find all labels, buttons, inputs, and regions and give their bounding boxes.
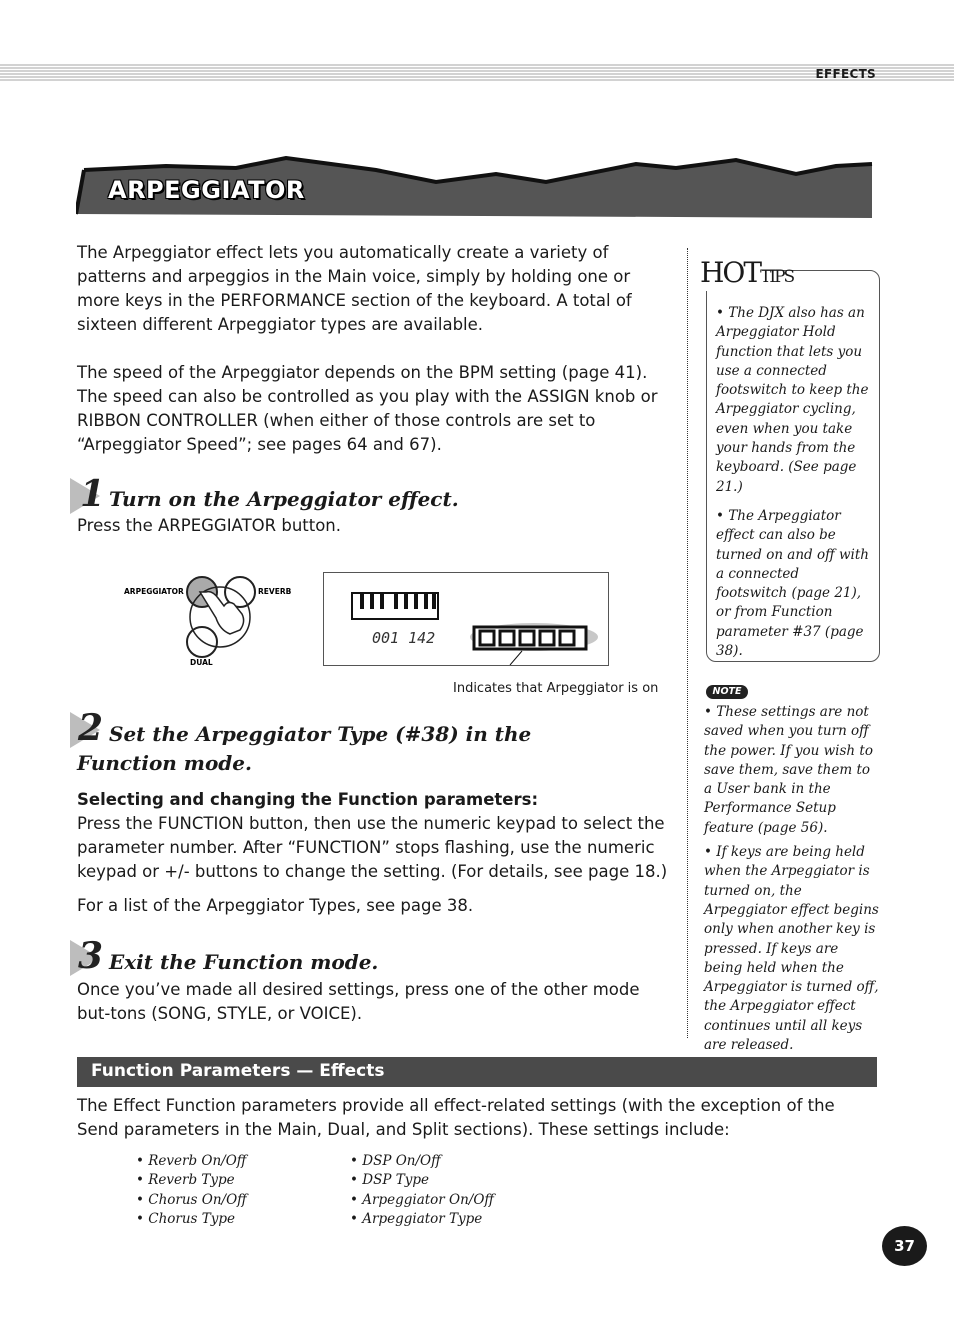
page-title: ARPEGGIATOR [108, 176, 305, 204]
header-rules [0, 64, 954, 84]
lcd-graphic [324, 573, 608, 665]
arpeggiator-button-figure [120, 570, 300, 670]
list-item: • Chorus On/Off [136, 1191, 247, 1208]
step-2-number: 2 [78, 707, 104, 749]
list-item: • DSP Type [350, 1172, 429, 1189]
step-2-text: Press the FUNCTION button, then use the numeric keypad to select the parameter number. After “FUNCTION” stops flashing, use the numeric keypad or +/- buttons to change the setting. (For details, see page 18.) [77, 814, 668, 881]
step-2-title: Set the Arpeggiator Type (#38) in the Function mode. [77, 722, 532, 775]
step-2-subhead: Selecting and changing the Function parameters: [77, 790, 539, 809]
list-item: • Reverb Type [136, 1172, 235, 1189]
intro-paragraph-2: The speed of the Arpeggiator depends on the BPM setting (page 41). The speed can also be controlled as you play with the ASSIGN knob or RIBBON CONTROLLER (when either of those controls are set to “Arpeggiator Speed”; see pages 64 and 67). [77, 363, 658, 454]
intro-text [77, 241, 673, 457]
list-item: • Chorus Type [136, 1210, 236, 1227]
intro-paragraph-1: The Arpeggiator effect lets you automatically create a variety of patterns and arpeggios in the Main voice, simply by holding one or more keys in the PERFORMANCE section of the keyboard. A total of sixteen different Arpeggiator types are available. [77, 243, 632, 334]
settings-list-col-2 [350, 1152, 494, 1229]
column-divider [687, 248, 688, 1038]
lcd-digits: 001 142 [372, 629, 436, 647]
note-item-1: • These settings are not saved when you turn off the power. If you wish to save them, save them to a User bank in the Performance Setup feature (page 56). [704, 704, 873, 836]
section-title: Function Parameters — Effects [91, 1061, 385, 1081]
note-badge: NOTE [706, 685, 748, 699]
step-3-text: Once you’ve made all desired settings, press one of the other mode but-tons (SONG, STYLE, or VOICE). [77, 980, 640, 1023]
step-2-body [77, 788, 677, 918]
step-1-title: Turn on the Arpeggiator effect. [109, 487, 459, 511]
step-3-title: Exit the Function mode. [109, 950, 379, 974]
page-number: 37 [882, 1226, 927, 1266]
arpeggiator-label: ARPEGGIATOR [124, 587, 184, 596]
hot-text: HOT [700, 256, 761, 289]
list-item: • Reverb On/Off [136, 1153, 247, 1169]
hot-tips-logo [700, 255, 794, 291]
hot-tips-content [716, 304, 874, 661]
step-2-text2: For a list of the Arpeggiator Types, see page 38. [77, 896, 474, 915]
dual-label: DUAL [190, 658, 213, 667]
step-1-text: Press the ARPEGGIATOR button. [77, 516, 342, 535]
list-item: • DSP On/Off [350, 1153, 441, 1169]
lcd-display [323, 572, 609, 666]
tips-text: TIPS [760, 267, 794, 287]
list-item: • Arpeggiator On/Off [350, 1191, 494, 1208]
section-label: EFFECTS [815, 67, 876, 81]
step-3-number: 3 [78, 935, 104, 977]
note-content [704, 703, 880, 1055]
hot-tip-1: • The DJX also has an Arpeggiator Hold function that lets you use a connected footswitch to keep the Arpeggiator cycling, even when you take your hands from the keyboard. (See page 21.) [716, 305, 869, 495]
list-item: • Arpeggiator Type [350, 1210, 483, 1227]
hot-tip-2: • The Arpeggiator effect can also be turned on and off with a connected footswitch (page 21), or from Function parameter #37 (page 38). [716, 507, 869, 660]
figure-caption: Indicates that Arpeggiator is on [453, 681, 659, 696]
reverb-label: REVERB [258, 587, 292, 596]
step-1-number: 1 [80, 473, 106, 515]
settings-list-col-1 [136, 1152, 247, 1229]
section-text: The Effect Function parameters provide all effect-related settings (with the exception of the Send parameters in the Main, Dual, and Split sections). These settings include: [77, 1096, 835, 1139]
note-item-2: • If keys are being held when the Arpeggiator is turned on, the Arpeggiator effect begins only when another key is pressed. If keys are being held when the Arpeggiator is turned off, the Arpeggiator effect continues until all keys are released. [704, 844, 879, 1054]
